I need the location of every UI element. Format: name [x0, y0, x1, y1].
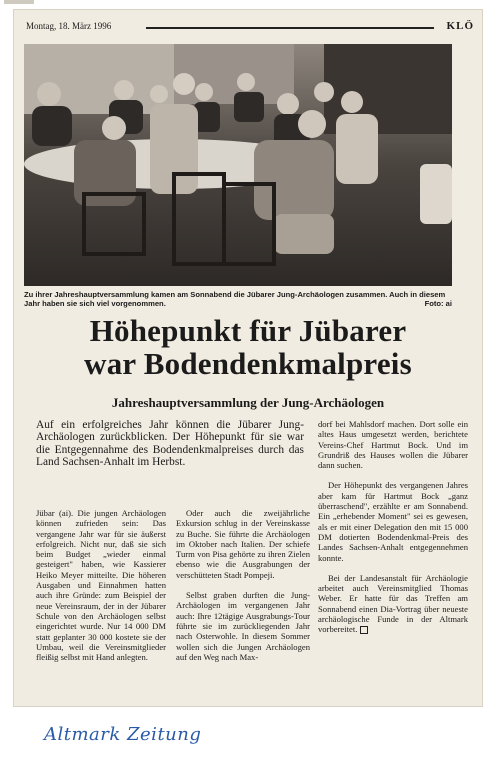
column-2-paragraph-2: Selbst graben durften die Jung-Archäologen im vergangenen Jahr auch: Ihre 12tägige Ausgrabungs-Tour führte sie im zurückliegenden Jahr nach Osterwohle. In diesem Sommer wollen sich die Jungen Archäologen auf den Weg nach Max-: [176, 590, 310, 662]
article-headline: [28, 314, 468, 380]
article-lead: Auf ein erfolgreiches Jahr können die Jübarer Jung-Archäologen zurückblicken. Der Höhepunkt für sie war die Entgegennahme des Bodendenkmalpreises durch das Land Sachsen-Anhalt im Herbst.: [36, 419, 304, 469]
caption-text: Zu ihrer Jahreshauptversammlung kamen am Sonnabend die Jübarer Jung-Archäologen zusammen. Auch in diesem Jahr haben sie sich viel vorgenommen.: [24, 290, 446, 308]
scan-edge-mark: [4, 0, 34, 4]
column-3-paragraph-3-text: Bei der Landesanstalt für Archäologie arbeitet auch Vereinsmitglied Thomas Weber. Er hatte für das Treffen am Sonnabend einen Dia-Vortrag über neueste archäologische Funde in der Altmark vorbereitet.: [318, 572, 468, 635]
column-2-paragraph-1: Oder auch die zweijährliche Exkursion schlug in der Vereinskasse zu Buche. Sie führte die Archäologen im Oktober nach Italien. Der schiefe Turm von Pisa gehörte zu ihren Zielen ebenso wie die Ausgrabungen der verschütteten Stadt Pompeji.: [176, 508, 310, 580]
article-column-2: [176, 508, 310, 662]
group-photo-image: [24, 44, 452, 286]
column-3-paragraph-2: Der Höhepunkt des vergangenen Jahres aber kam für Hartmut Bock „ganz überraschend", erzählte er am Sonnabend. Ein „erhebender Moment" sei es gewesen, als er mit einer Delegation den mit 15 000 DM dotierten Bodendenkmal-Preis des Landes Sachsen-Anhalt entgegennehmen konnte.: [318, 480, 468, 563]
article-column-3: [318, 419, 468, 635]
column-3-paragraph-1: dorf bei Mahlsdorf machen. Dort solle ein altes Haus umgesetzt werden, berichtete Vereins-Chef Hartmut Bock. Und im Grundriß des Hauses wollen die Jübarer dann suchen.: [318, 419, 468, 471]
end-of-article-mark: [360, 626, 368, 634]
headline-line-2: war Bodendenkmalpreis: [84, 346, 412, 381]
headline-line-1: Höhepunkt für Jübarer: [89, 313, 407, 348]
header-line: [22, 21, 474, 35]
issue-date: Montag, 18. März 1996: [26, 21, 112, 31]
paper-name-fragment: KLÖ: [446, 20, 474, 32]
article-photo: [24, 44, 452, 286]
newspaper-clipping: [14, 10, 482, 706]
article-subheadline: Jahreshauptversammlung der Jung-Archäologen: [111, 395, 385, 410]
photo-caption: [24, 290, 452, 308]
photo-credit: Foto: ai: [424, 299, 452, 308]
header-rule: [146, 27, 434, 29]
handwritten-source-note: Altmark Zeitung: [44, 724, 202, 745]
article-column-1: Jübar (ai). Die jungen Archäologen können zufrieden sein: Das vergangene Jahr war für sie äußerst erfolgreich. Nicht nur, daß sie sich beim Budget „wieder einmal gesteigert" haben, wie Kassierer Heiko Meyer mitteilte. Die höheren Ausgaben und Einnahmen hatten auch ihre Gründe: zum Beispiel der neue Vereinsraum, der in der Jübarer Schule von den Archäologen selbst eingerichtet wurde. Nur 14 000 DM statt geplanter 30 000 kostete sie der Umbau, weil die Vereinsmitglieder fleißig selbst mit Hand anlegten.: [36, 508, 166, 663]
column-3-paragraph-3: [318, 573, 468, 635]
